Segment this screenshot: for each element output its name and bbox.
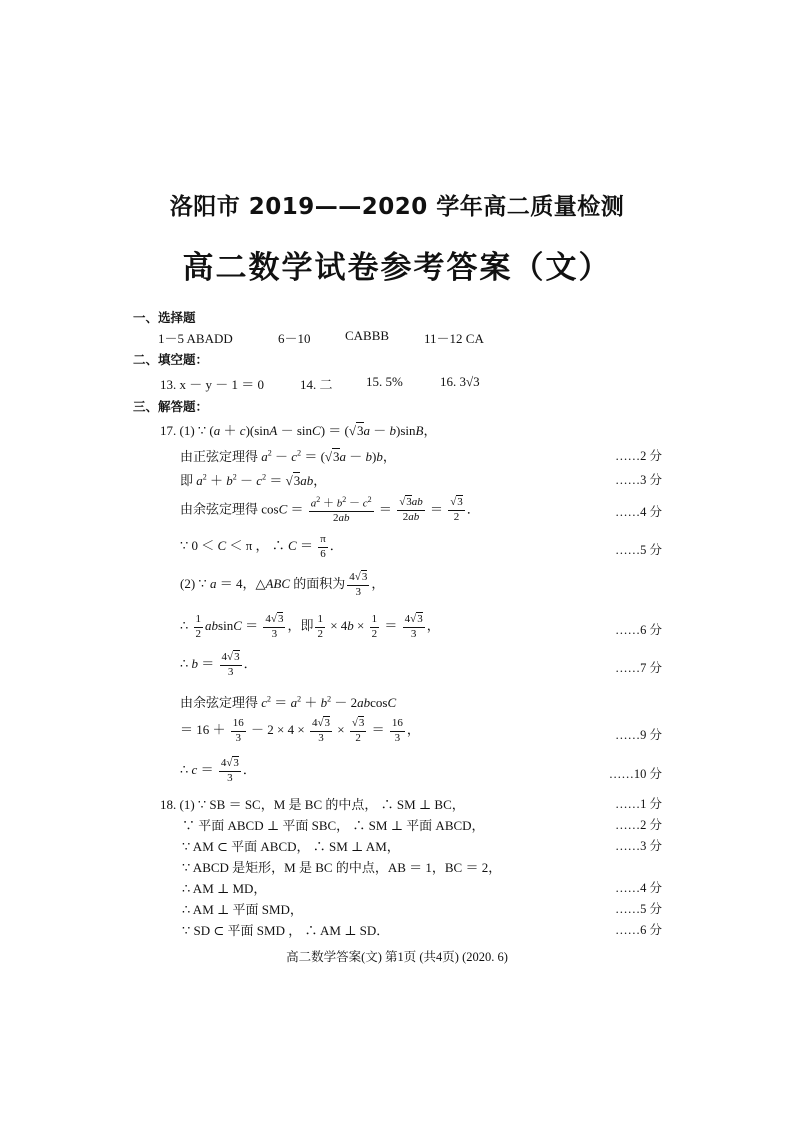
q17-line-2: 由正弦定理得 $a^2 - c^2 = (√3a - b)b$， <box>180 448 396 464</box>
q18-line-3: ∵ AM ⊂ 平面 ABCD， ∴ SM ⊥ AM， <box>182 839 400 854</box>
q17-part2-line-2: ∴ $\frac{1}{2}$ absinC ＝ $\frac{4√3}{3}$ ，即 $\frac{1}{2}$ × 4b × $\frac{1}{2}$ ＝ $\frac{4√3}{3}$ ， <box>180 613 440 640</box>
section-heading-choice: 一、选择题 <box>133 310 196 325</box>
score-10: ……10 分 <box>608 767 662 781</box>
q18-line-2: ∵ 平面 ABCD ⊥ 平面 SBC， ∴ SM ⊥ 平面 ABCD， <box>182 818 485 833</box>
q18-score-2: ……2 分 <box>615 818 662 832</box>
q18-score-3: ……3 分 <box>615 839 662 853</box>
q17-line-1: 17. (1) ∵ (a ＋ c)(sinA － sinC) ＝ (√3a － b)sinB， <box>160 423 437 438</box>
fill-answer-16: 16. 3√3 <box>440 374 480 389</box>
page-subtitle: 高二数学试卷参考答案（文） <box>182 250 612 286</box>
q18-score-4: ……4 分 <box>615 881 662 895</box>
q17-line-4: 由余弦定理得 cosC ＝ $\frac{a^2 + b^2 - c^2}{2ab}$ ＝ $\frac{√3ab}{2ab}$ ＝ $\frac{√3}{2}$ ． <box>180 495 480 525</box>
q17-part2-line-3: ∴ b ＝ $\frac{4√3}{3}$ ． <box>180 651 257 678</box>
choice-answers-1-5: 1－5 ABADD <box>158 331 233 346</box>
q18-line-5: ∴ AM ⊥ MD， <box>182 881 267 896</box>
score-4: ……4 分 <box>615 505 662 519</box>
score-6: ……6 分 <box>615 623 662 637</box>
section-heading-solve: 三、解答题： <box>133 399 209 414</box>
fill-answer-13: 13. x － y － 1 ＝ 0 <box>160 377 265 392</box>
choice-label-6-10: 6－10 <box>278 331 311 346</box>
choice-answers-6-10: CABBB <box>345 328 390 343</box>
q17-line-5: ∵ 0 ＜ C ＜ π ， ∴ C ＝ $\frac{\pi}{6}$ ． <box>180 533 343 560</box>
fill-answer-15: 15. 5% <box>366 374 403 389</box>
score-7: ……7 分 <box>615 661 662 675</box>
q18-line-6: ∴ AM ⊥ 平面 SMD， <box>182 902 303 917</box>
score-3: ……3 分 <box>615 473 662 487</box>
q18-line-4: ∵ ABCD 是矩形，M 是 BC 的中点，AB ＝ 1，BC ＝ 2， <box>182 860 502 875</box>
page-footer: 高二数学答案(文) 第1页 (共4页) (2020. 6) <box>286 950 508 964</box>
choice-answers-11-12: 11－12 CA <box>424 331 484 346</box>
q18-score-1: ……1 分 <box>615 797 662 811</box>
q17-part2-line-1: (2) ∵ a ＝ 4，△ABC 的面积为 $\frac{4√3}{3}$ ， <box>180 571 385 598</box>
q18-score-5: ……5 分 <box>615 902 662 916</box>
fill-answer-14: 14. 二 <box>300 377 333 392</box>
q18-score-6: ……6 分 <box>615 923 662 937</box>
page-title: 洛阳市 2019——2020 学年高二质量检测 <box>169 194 625 220</box>
score-9: ……9 分 <box>615 728 662 742</box>
score-2: ……2 分 <box>615 449 662 463</box>
q18-line-7: ∵ SD ⊂ 平面 SMD ， ∴ AM ⊥ SD． <box>182 923 390 938</box>
section-heading-fill: 二、填空题： <box>133 352 209 367</box>
score-5: ……5 分 <box>615 543 662 557</box>
q17-part2-line-5: ＝ 16 ＋ $\frac{16}{3}$ － 2 × 4 × $\frac{4√3}{3}$ × $\frac{√3}{2}$ ＝ $\frac{16}{3}$ ， <box>180 717 420 744</box>
q17-part2-line-6: ∴ c ＝ $\frac{4√3}{3}$ ． <box>180 757 256 784</box>
q17-part2-line-4: 由余弦定理得 $c^2 = a^2 + b^2 - 2abcosC$ <box>180 694 397 710</box>
q18-line-1: 18. (1) ∵ SB ＝ SC，M 是 BC 的中点， ∴ SM ⊥ BC， <box>160 797 465 812</box>
q17-line-3: 即 $a^2 + b^2 - c^2 = √3ab$， <box>180 472 327 488</box>
